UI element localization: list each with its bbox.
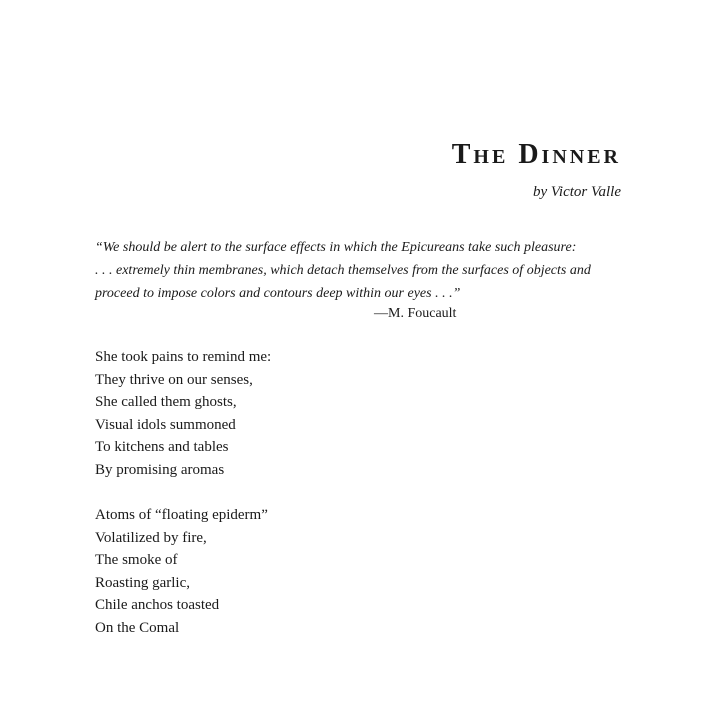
poem-line: She took pains to remind me: — [95, 349, 272, 365]
poem-line: The smoke of — [95, 552, 178, 568]
epigraph-attribution: —M. Foucault — [374, 306, 457, 321]
epigraph-line: . . . extremely thin membranes, which detach themselves from the surfaces of objects and — [95, 263, 591, 278]
poem-line: To kitchens and tables — [95, 439, 229, 455]
poem-line: They thrive on our senses, — [95, 371, 253, 388]
poem-byline: by Victor Valle — [532, 184, 621, 200]
poem-title: The Dinner — [451, 139, 621, 170]
poem-line: Visual idols summoned — [95, 416, 236, 433]
epigraph-line: proceed to impose colors and contours deep within our eyes . . .” — [95, 286, 461, 301]
poem-line: Atoms of “floating epiderm” — [95, 507, 268, 523]
poem-line: Volatilized by fire, — [95, 529, 207, 546]
poem-line: By promising aromas — [95, 461, 225, 478]
stanza-2 — [95, 504, 268, 639]
poem-line: She called them ghosts, — [95, 394, 237, 410]
poem-line: Chile anchos toasted — [95, 597, 220, 613]
epigraph — [95, 236, 625, 305]
poem-line: On the Comal — [95, 619, 180, 636]
stanza-1 — [95, 346, 271, 481]
poem-line: Roasting garlic, — [95, 574, 190, 591]
epigraph-line: “We should be alert to the surface effects in which the Epicureans take such pleasure: — [95, 240, 577, 255]
